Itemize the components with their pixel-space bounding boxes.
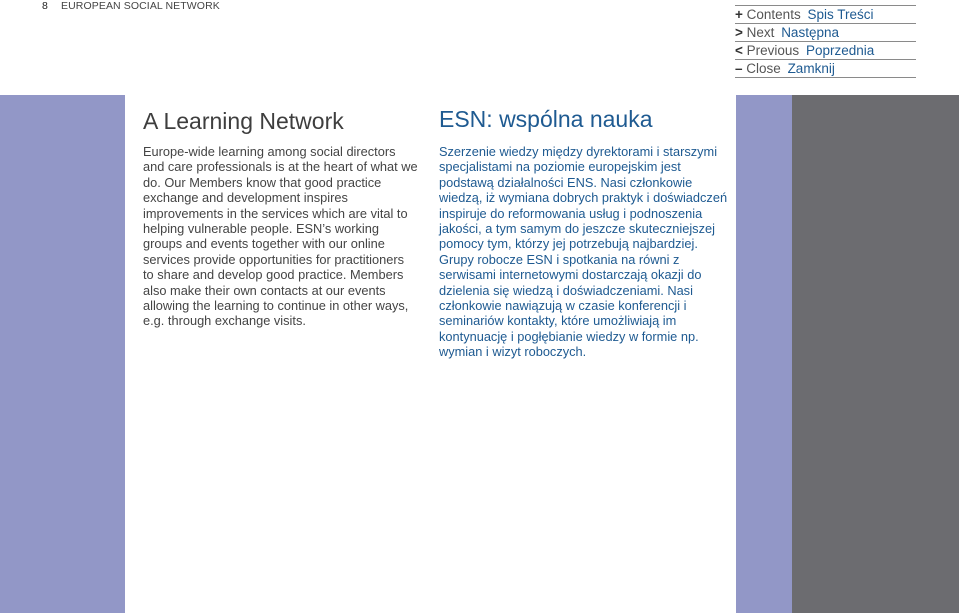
right-dark-stripe — [792, 95, 959, 613]
left-color-stripe — [0, 95, 125, 613]
nav-label-pl: Następna — [781, 25, 839, 40]
nav-label-pl: Zamknij — [787, 61, 835, 76]
nav-label-en: Previous — [746, 43, 800, 58]
english-title: A Learning Network — [143, 108, 344, 134]
english-body-text: Europe-wide learning among social directors and care professionals is at the heart of what we do. Our Members know that good practice exchange and development inspires improvements in the services which are vital to helping vulnerable people. ESN’s working groups and events together with our online services provide opportunities for practitioners to share and develop good practice. Members also make their own contacts at our events allowing the learning to continue in other ways, e.g. through exchange visits. — [143, 144, 418, 329]
running-header: EUROPEAN SOCIAL NETWORK — [61, 0, 220, 12]
polish-title: ESN: wspólna nauka — [439, 106, 653, 132]
page-number: 8 — [42, 0, 48, 12]
plus-icon: + — [735, 7, 743, 22]
nav-label-en: Next — [746, 25, 775, 40]
nav-label-en: Close — [746, 61, 781, 76]
nav-label-pl: Spis Treści — [807, 7, 874, 22]
nav-previous-link[interactable] — [735, 42, 916, 60]
nav-next-link[interactable] — [735, 24, 916, 42]
nav-label-pl: Poprzednia — [805, 43, 875, 58]
dash-icon: – — [735, 61, 743, 76]
nav-close-link[interactable] — [735, 60, 916, 78]
nav-contents-link[interactable] — [735, 6, 916, 24]
right-light-stripe — [736, 95, 792, 613]
nav-label-en: Contents — [746, 7, 801, 22]
chevron-right-icon: > — [735, 25, 743, 40]
navigation-menu — [735, 5, 916, 78]
chevron-left-icon: < — [735, 43, 743, 58]
polish-body-text: Szerzenie wiedzy między dyrektorami i starszymi specjalistami na poziomie europejskim jest podstawą działalności ENS. Nasi członkowie wiedzą, iż wymiana dobrych praktyk i doświadczeń inspiruje do reformowania usług i podnoszenia jakości, a tym samym do jeszcze skuteczniejszej pomocy tym, którzy jej potrzebują najbardziej. Grupy robocze ESN i spotkania na równi z serwisami internetowymi dostarczają okazji do dzielenia się wiedzą i doświadczeniami. Nasi członkowie nawiązują w czasie konferencji i seminariów kontakty, które umożliwiają im kontynuację i pogłębianie wiedzy w formie np. wymian i wizyt roboczych. — [439, 144, 728, 360]
